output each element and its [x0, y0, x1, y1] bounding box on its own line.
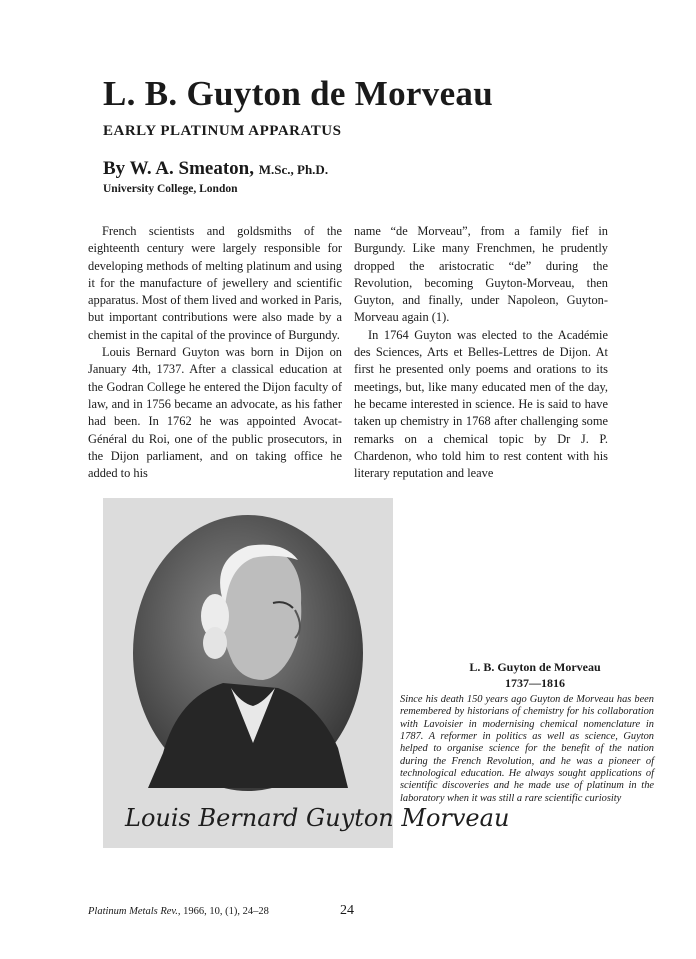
portrait-engraving [103, 498, 510, 848]
article-title: L. B. Guyton de Morveau [103, 74, 493, 113]
body-paragraph: Louis Bernard Guyton was born in Dijon on January 4th, 1737. After a classical education at the Godran College he entered the Dijon faculty of law, and in 1756 became an advocate, as his father had been. In 1762 he was appointed Avocat-Général du Roi, one of the public prosecutors, in the Dijon parliament, and on taking office he added to his [88, 345, 342, 481]
journal-name: Platinum Metals Rev., [88, 906, 181, 917]
author-degrees: M.Sc., Ph.D. [258, 162, 329, 177]
caption-text: Since his death 150 years ago Guyton de Morveau has been remembered by historians of chemistry for his collaboration with Lavoisier in modernising chemical nomenclature in 1787. A reformer in politics as well as science, Guyton helped to organise science for the benefit of the nation during the French Revolution, and he was a pioneer of technological education. He always sought applications of scientific discoveries and he made use of platinum in the laboratory when it was still a rare scientific curiosity [400, 694, 654, 804]
body-column-left [88, 223, 342, 482]
body-paragraph: name “de Morveau”, from a family fief in Burgundy. Like many Frenchmen, he prudently dropped the aristocratic “de” during the Revolution, becoming Guyton-Morveau, then Guyton, and finally, under Napoleon, Guyton-Morveau again (1). [354, 224, 608, 325]
caption-dates: 1737—1816 [505, 676, 565, 690]
portrait-illustration [103, 498, 510, 848]
article-subtitle: EARLY PLATINUM APPARATUS [103, 123, 342, 139]
byline [103, 158, 328, 180]
author-affiliation: University College, London [103, 183, 238, 195]
caption-title: L. B. Guyton de Morveau [469, 660, 601, 674]
citation-details: 1966, 10, (1), 24–28 [183, 906, 269, 917]
author-name: By W. A. Smeaton, [103, 158, 254, 179]
body-paragraph: In 1764 Guyton was elected to the Académie des Sciences, Arts et Belles-Lettres de Dijon. At first he presented only poems and orations to its meetings, but, like many educated men of the day, he became interested in science. He is said to have taken up chemistry in 1768 after challenging some remarks on a chemical topic by Dr J. P. Chardenon, who told him to rest content with his literary reputation and leave [354, 327, 608, 481]
body-paragraph: French scientists and goldsmiths of the eighteenth century were largely responsible for developing methods of melting platinum and using it for the manufacture of jewellery and scientific apparatus. Most of them lived and worked in Paris, but important contributions were also made by a chemist in the capital of the province of Burgundy. [88, 224, 342, 342]
footer-citation [88, 906, 269, 917]
page-number: 24 [340, 903, 354, 918]
signature-text: Louis Bernard Guyton Morveau [125, 804, 510, 832]
body-column-right [354, 223, 608, 482]
